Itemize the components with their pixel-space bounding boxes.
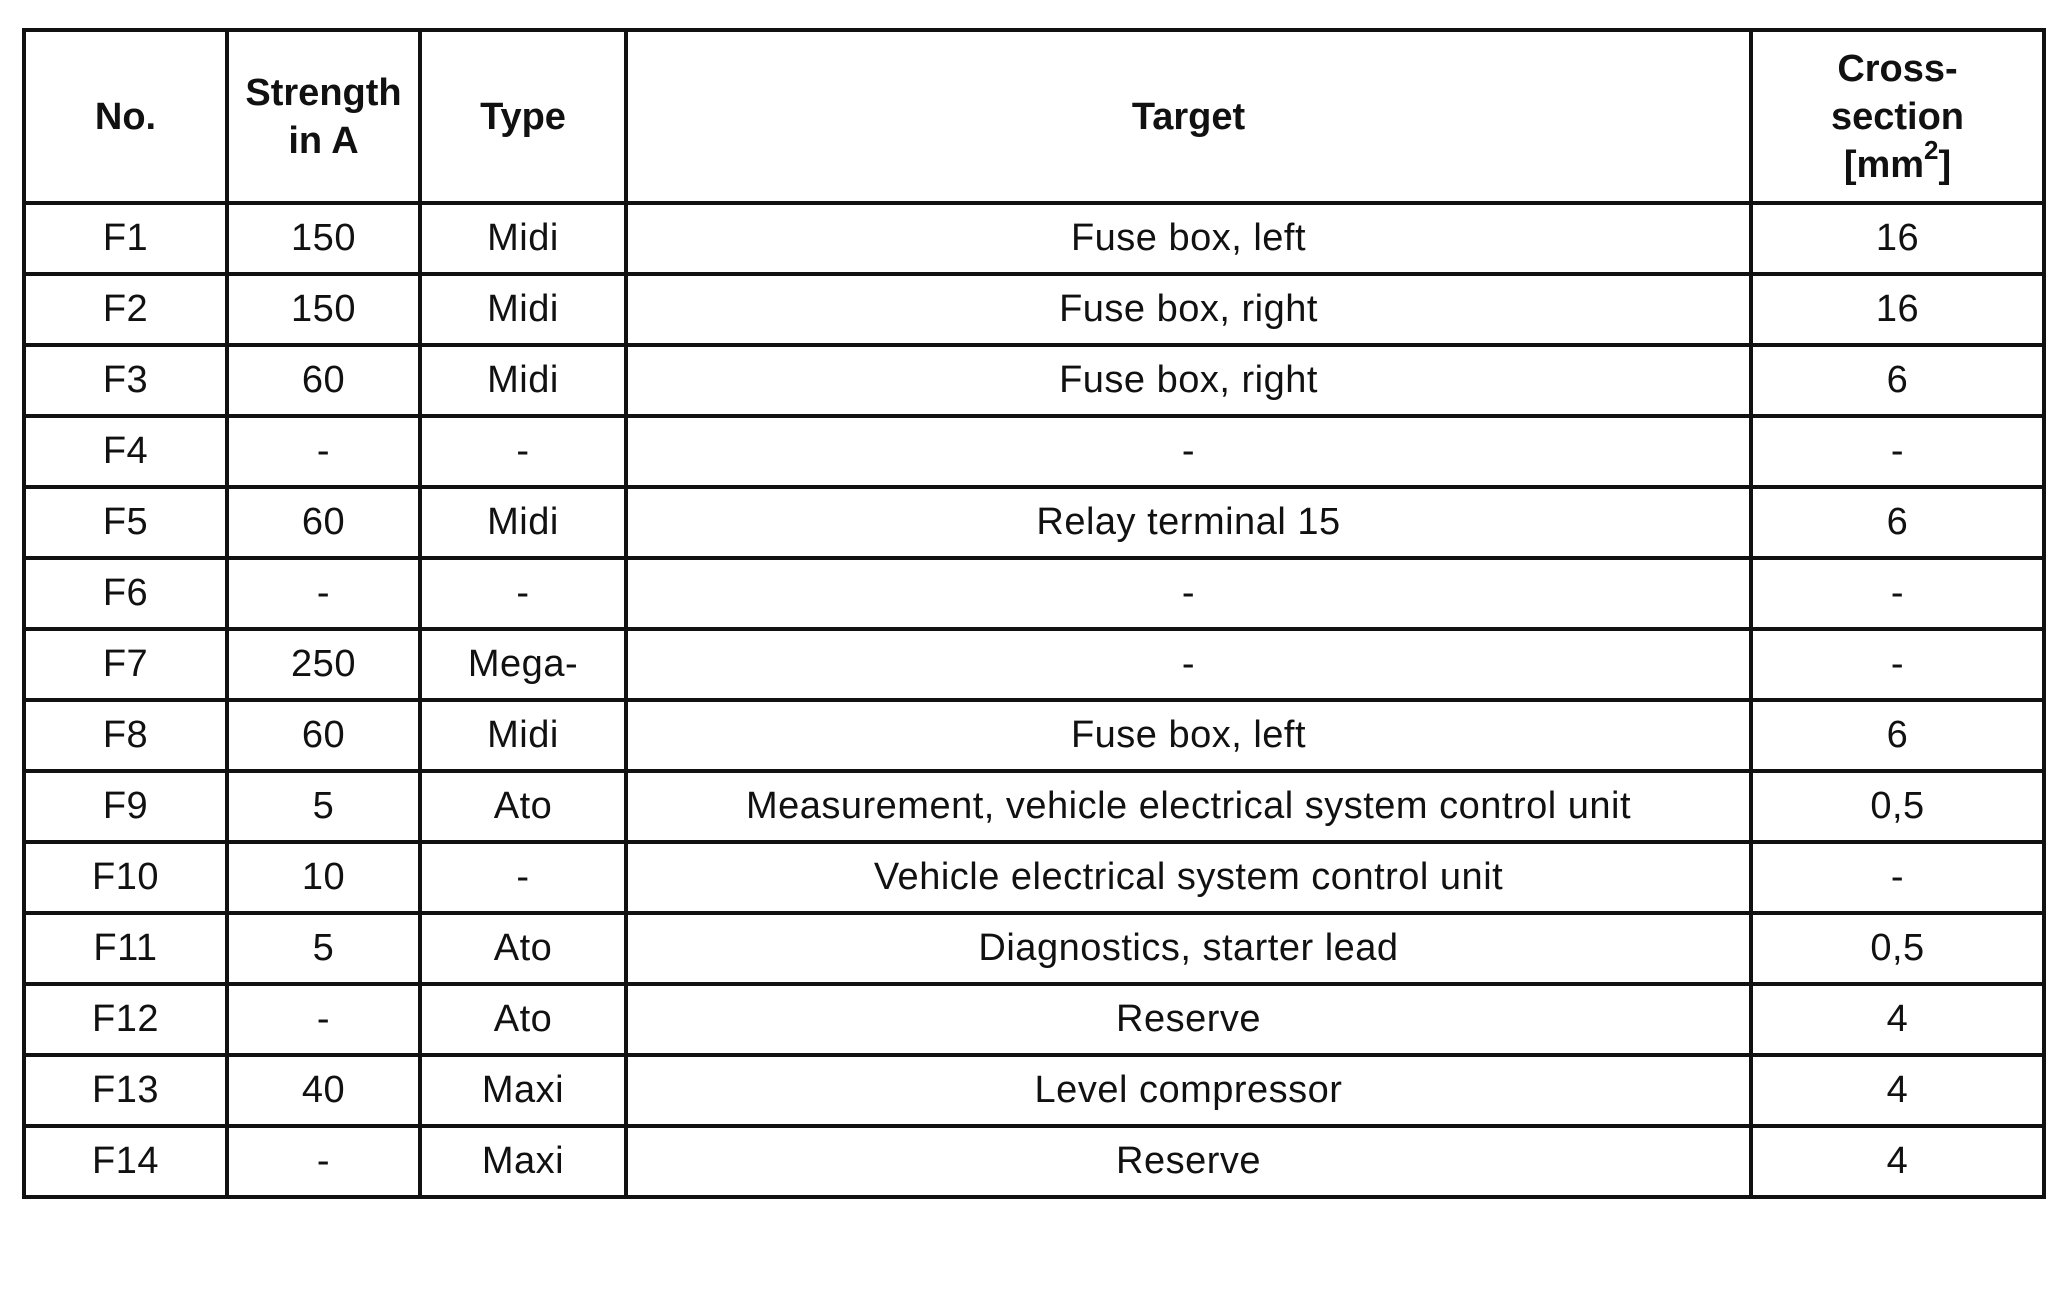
- cell-target: Fuse box, left: [626, 203, 1751, 274]
- cell-strength: 60: [227, 700, 420, 771]
- cell-type: Maxi: [420, 1055, 626, 1126]
- table-row: [24, 558, 2044, 629]
- cell-cross-section: 6: [1751, 700, 2044, 771]
- cell-type: Mega-: [420, 629, 626, 700]
- cell-type: -: [420, 558, 626, 629]
- cell-no: F9: [24, 771, 227, 842]
- header-strength: [227, 30, 420, 203]
- cell-strength: -: [227, 984, 420, 1055]
- cell-strength: -: [227, 416, 420, 487]
- table-row: [24, 274, 2044, 345]
- cell-no: F3: [24, 345, 227, 416]
- header-strength-line1: Strength: [245, 71, 402, 114]
- cell-cross-section: 0,5: [1751, 913, 2044, 984]
- cell-type: Midi: [420, 203, 626, 274]
- header-cross-line2: section: [1830, 95, 1965, 138]
- cell-no: F13: [24, 1055, 227, 1126]
- table-row: [24, 487, 2044, 558]
- cell-no: F6: [24, 558, 227, 629]
- header-strength-line2: in A: [288, 119, 359, 162]
- cell-strength: 10: [227, 842, 420, 913]
- header-cross-unit-suffix: ]: [1938, 143, 1952, 186]
- header-cross-section: [1751, 30, 2044, 203]
- header-cross-unit-exponent: 2: [1924, 134, 1939, 165]
- cell-strength: -: [227, 558, 420, 629]
- cell-no: F12: [24, 984, 227, 1055]
- cell-type: -: [420, 416, 626, 487]
- table-row: [24, 1126, 2044, 1197]
- header-target: Target: [626, 30, 1751, 203]
- cell-no: F4: [24, 416, 227, 487]
- cell-cross-section: -: [1751, 629, 2044, 700]
- cell-strength: 40: [227, 1055, 420, 1126]
- fuse-table: [22, 28, 2046, 1199]
- header-type: Type: [420, 30, 626, 203]
- header-cross-line3: [1757, 134, 2038, 189]
- cell-cross-section: -: [1751, 842, 2044, 913]
- table-row: [24, 913, 2044, 984]
- header-no: No.: [24, 30, 227, 203]
- cell-cross-section: 6: [1751, 345, 2044, 416]
- cell-target: Reserve: [626, 984, 1751, 1055]
- table-row: [24, 345, 2044, 416]
- cell-no: F2: [24, 274, 227, 345]
- table-row: [24, 203, 2044, 274]
- cell-type: Ato: [420, 913, 626, 984]
- table-row: [24, 984, 2044, 1055]
- cell-type: Maxi: [420, 1126, 626, 1197]
- cell-no: F1: [24, 203, 227, 274]
- cell-type: Ato: [420, 984, 626, 1055]
- cell-strength: 60: [227, 345, 420, 416]
- cell-target: -: [626, 558, 1751, 629]
- cell-target: -: [626, 416, 1751, 487]
- cell-target: Diagnostics, starter lead: [626, 913, 1751, 984]
- table-row: [24, 700, 2044, 771]
- cell-cross-section: -: [1751, 558, 2044, 629]
- cell-type: Midi: [420, 345, 626, 416]
- cell-strength: 150: [227, 203, 420, 274]
- cell-type: Ato: [420, 771, 626, 842]
- cell-strength: 150: [227, 274, 420, 345]
- cell-cross-section: 4: [1751, 1126, 2044, 1197]
- cell-strength: 5: [227, 771, 420, 842]
- cell-no: F14: [24, 1126, 227, 1197]
- cell-target: -: [626, 629, 1751, 700]
- cell-type: Midi: [420, 700, 626, 771]
- cell-type: -: [420, 842, 626, 913]
- cell-cross-section: 4: [1751, 984, 2044, 1055]
- header-row: [24, 30, 2044, 203]
- header-cross-line1: Cross-: [1837, 47, 1958, 90]
- cell-cross-section: 0,5: [1751, 771, 2044, 842]
- cell-type: Midi: [420, 487, 626, 558]
- table-row: [24, 1055, 2044, 1126]
- cell-target: Fuse box, right: [626, 274, 1751, 345]
- cell-target: Relay terminal 15: [626, 487, 1751, 558]
- cell-strength: 250: [227, 629, 420, 700]
- cell-cross-section: 4: [1751, 1055, 2044, 1126]
- cell-target: Fuse box, left: [626, 700, 1751, 771]
- cell-no: F8: [24, 700, 227, 771]
- cell-target: Vehicle electrical system control unit: [626, 842, 1751, 913]
- cell-no: F5: [24, 487, 227, 558]
- cell-target: Level compressor: [626, 1055, 1751, 1126]
- cell-no: F7: [24, 629, 227, 700]
- cell-target: Fuse box, right: [626, 345, 1751, 416]
- cell-strength: 60: [227, 487, 420, 558]
- table-row: [24, 842, 2044, 913]
- cell-cross-section: 6: [1751, 487, 2044, 558]
- header-cross-unit-prefix: [mm: [1843, 143, 1925, 186]
- cell-strength: -: [227, 1126, 420, 1197]
- table-row: [24, 416, 2044, 487]
- cell-cross-section: -: [1751, 416, 2044, 487]
- table-row: [24, 771, 2044, 842]
- table-body: [24, 203, 2044, 1197]
- cell-cross-section: 16: [1751, 203, 2044, 274]
- cell-type: Midi: [420, 274, 626, 345]
- cell-strength: 5: [227, 913, 420, 984]
- cell-no: F10: [24, 842, 227, 913]
- table-row: [24, 629, 2044, 700]
- cell-no: F11: [24, 913, 227, 984]
- cell-cross-section: 16: [1751, 274, 2044, 345]
- cell-target: Reserve: [626, 1126, 1751, 1197]
- cell-target: Measurement, vehicle electrical system control unit: [626, 771, 1751, 842]
